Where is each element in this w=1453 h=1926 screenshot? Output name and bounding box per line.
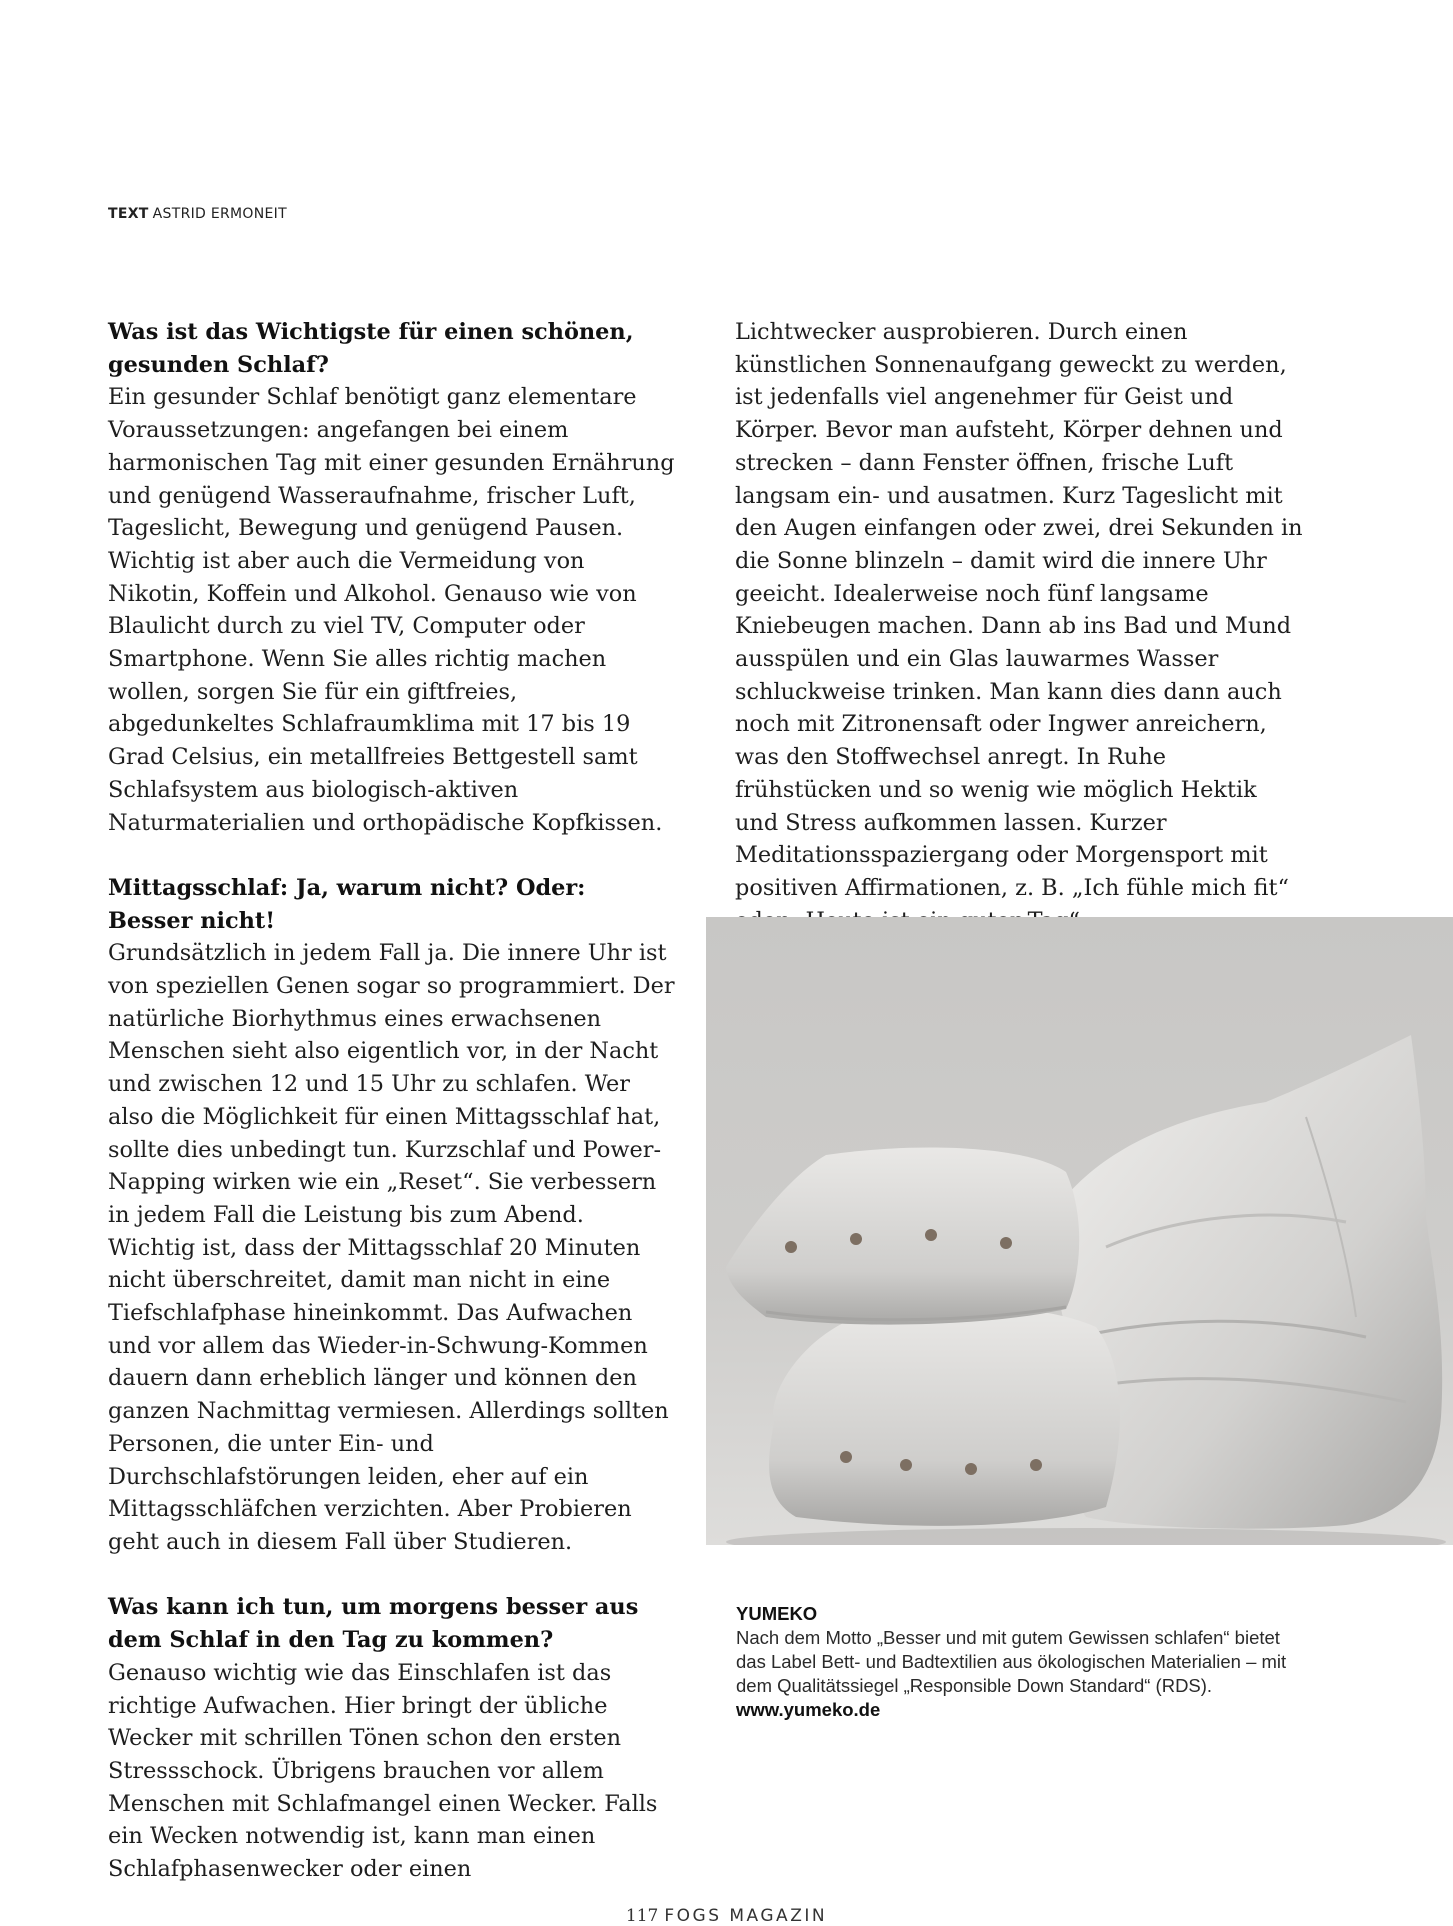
question-heading-2: Mittagsschlaf: Ja, warum nicht? Oder: Besser nicht! [108, 874, 586, 934]
photo-caption [736, 1602, 1296, 1722]
caption-title: YUMEKO [736, 1603, 818, 1624]
byline [108, 206, 287, 222]
page-number: 117 [625, 1906, 659, 1926]
page-footer [0, 1906, 1453, 1926]
answer-1-paragraph-1: Ein gesunder Schlaf benötigt ganz elementare Voraussetzungen: angefangen bei einem harmonischen Tag mit einer gesunden Ernährung und genügend Wasseraufnahme, frischer Luft, Tageslicht, Bewegung und genügend Pausen. [108, 384, 675, 542]
caption-body: Nach dem Motto „Besser und mit gutem Gewissen schlafen“ bietet das Label Bett- und Badtextilien aus ökologischen Materialien – mit dem Qualitätssiegel „Responsible Down Standard“ (RDS). [736, 1627, 1287, 1696]
answer-1-paragraph-2: Wichtig ist aber auch die Vermeidung von Nikotin, Koffein und Alkohol. Genauso wie von Blaulicht durch zu viel TV, Computer oder Smartphone. Wenn Sie alles richtig machen wollen, sorgen Sie für ein giftfreies, abgedunkeltes Schlafraumklima mit 17 bis 19 Grad Celsius, ein metallfreies Bettgestell samt Schlafsystem aus biologisch-aktiven Naturmaterialien und orthopädische Kopfkissen. [108, 547, 663, 836]
magazine-name: FOGS MAGAZIN [664, 1906, 828, 1926]
question-heading-1: Was ist das Wichtigste für einen schönen, gesunden Schlaf? [108, 319, 634, 378]
question-heading-3: Was kann ich tun, um morgens besser aus dem Schlaf in den Tag zu kommen? [108, 1594, 639, 1654]
byline-author: ASTRID ERMONEIT [152, 206, 287, 222]
answer-3-paragraph: Genauso wichtig wie das Einschlafen ist das richtige Aufwachen. Hier bringt der übliche Wecker mit schrillen Tönen schon den ersten Stressschock. Übrigens brauchen vor allem Menschen mit Schlafmangel einen Wecker. Falls ein Wecken notwendig ist, kann man einen Schlafphasenwecker oder einen [108, 1659, 658, 1883]
caption-text [736, 1626, 1296, 1722]
answer-2-paragraph: Grundsätzlich in jedem Fall ja. Die innere Uhr ist von speziellen Genen sogar so programmiert. Der natürliche Biorhythmus eines erwachsenen Menschen sieht also eigentlich vor, in der Nacht und zwischen 12 und 15 Uhr zu schlafen. Wer also die Möglichkeit für einen Mittagsschlaf hat, sollte dies unbedingt tun. Kurzschlaf und Power-Napping wirken wie ein „Reset“. Sie verbessern in jedem Fall die Leistung bis zum Abend. Wichtig ist, dass der Mittagsschlaf 20 Minuten nicht überschreitet, damit man nicht in eine Tiefschlafphase hineinkommt. Das Aufwachen und vor allem das Wieder-in-Schwung-Kommen dauern dann erheblich länger und können den ganzen Nachmittag vermiesen. Allerdings sollten Personen, die unter Ein- und Durchschlafstörungen leiden, eher auf ein Mittagsschläfchen verzichten. Aber Probieren geht auch in diesem Fall über Studieren. [108, 940, 675, 1555]
caption-link[interactable]: www.yumeko.de [736, 1699, 881, 1720]
article-right-column [735, 316, 1305, 937]
byline-label: TEXT [108, 206, 149, 222]
product-photo-pillows [706, 917, 1453, 1545]
article-left-column [108, 316, 676, 1886]
answer-3-continuation: Lichtwecker ausprobieren. Durch einen künstlichen Sonnenaufgang geweckt zu werden, ist jedenfalls viel angenehmer für Geist und Körper. Bevor man aufsteht, Körper dehnen und strecken – dann Fenster öffnen, frische Luft langsam ein- und ausatmen. Kurz Tageslicht mit den Augen einfangen oder zwei, drei Sekunden in die Sonne blinzeln – damit wird die innere Uhr geeicht. Idealerweise noch fünf langsame Kniebeugen machen. Dann ab ins Bad und Mund ausspülen und ein Glas lauwarmes Wasser schluckweise trinken. Man kann dies dann auch noch mit Zitronensaft oder Ingwer anreichern, was den Stoffwechsel anregt. In Ruhe frühstücken und so wenig wie möglich Hektik und Stress aufkommen lassen. Kurzer Meditationsspaziergang oder Morgensport mit positiven Affirmationen, z. B. „Ich fühle mich fit“ [735, 319, 1303, 901]
